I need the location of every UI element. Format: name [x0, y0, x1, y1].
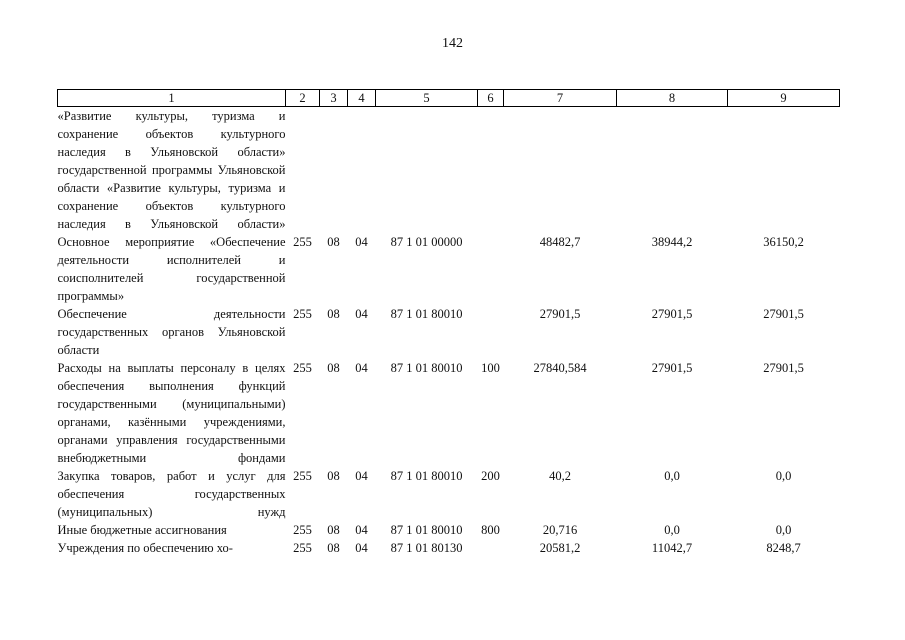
row-description: «Развитие культуры, туризма и сохранение объектов культурного наследия в Ульяновской области» государственной программы Ульяновской области «Развитие культуры, туризма и сохранение объектов культурного наследия в Ульяновской области»	[57, 109, 286, 231]
table-row	[58, 233, 840, 305]
cell-col5	[376, 107, 478, 234]
cell-col6: 100	[481, 361, 500, 375]
cell-col9: 27901,5	[763, 307, 804, 321]
cell-col7: 20,716	[542, 523, 578, 537]
table-header-row	[58, 90, 840, 107]
cell-col9: 36150,2	[763, 235, 804, 249]
cell-col4: 04	[355, 541, 368, 555]
cell-col8	[617, 107, 728, 234]
cell-col3: 08	[327, 235, 340, 249]
cell-col2: 255	[293, 523, 312, 537]
page-number: 142	[442, 36, 463, 51]
cell-col2	[286, 107, 320, 234]
header-cell: 5	[376, 90, 478, 107]
cell-col6: 800	[481, 523, 500, 537]
cell-col7: 40,2	[549, 469, 571, 483]
cell-col8: 38944,2	[651, 235, 693, 249]
cell-col3: 08	[327, 469, 340, 483]
table-row	[58, 521, 840, 539]
budget-table	[57, 89, 840, 557]
cell-col6	[478, 107, 504, 234]
cell-col4: 04	[355, 469, 368, 483]
cell-col7: 27901,5	[539, 307, 581, 321]
header-cell: 7	[504, 90, 617, 107]
table-row	[58, 107, 840, 234]
cell-col2: 255	[293, 361, 312, 375]
cell-col2: 255	[293, 307, 312, 321]
table-row	[58, 359, 840, 467]
header-cell: 6	[478, 90, 504, 107]
row-description: Основное мероприятие «Обеспечение деятельности исполнителей и соисполнителей государственной программы»	[57, 235, 286, 303]
cell-col8: 11042,7	[651, 541, 693, 555]
cell-col6	[478, 233, 504, 305]
cell-col4: 04	[355, 361, 368, 375]
row-description: Закупка товаров, работ и услуг для обеспечения государственных (муниципальных) нужд	[57, 469, 286, 519]
cell-col4: 04	[355, 523, 368, 537]
cell-col6	[478, 539, 504, 557]
row-description: Учреждения по обеспечению хо-	[57, 541, 233, 555]
cell-col2: 255	[293, 541, 312, 555]
header-cell: 9	[728, 90, 840, 107]
cell-col3: 08	[327, 361, 340, 375]
cell-col2: 255	[293, 469, 312, 483]
table-row	[58, 539, 840, 557]
cell-col3	[320, 107, 348, 234]
cell-col6	[478, 305, 504, 359]
header-cell: 3	[320, 90, 348, 107]
cell-col5: 87 1 01 80010	[390, 307, 463, 321]
cell-col5: 87 1 01 80010	[390, 469, 463, 483]
row-description: Иные бюджетные ассигнования	[57, 523, 227, 537]
cell-col3: 08	[327, 541, 340, 555]
cell-col9: 8248,7	[766, 541, 801, 555]
cell-col4	[348, 107, 376, 234]
table-row	[58, 467, 840, 521]
table-row	[58, 305, 840, 359]
cell-col7: 20581,2	[539, 541, 581, 555]
header-cell: 1	[58, 90, 286, 107]
cell-col5: 87 1 01 80010	[390, 523, 463, 537]
cell-col9: 27901,5	[763, 361, 804, 375]
cell-col9	[728, 107, 840, 234]
cell-col7: 48482,7	[539, 235, 581, 249]
cell-col7: 27840,584	[533, 361, 587, 375]
cell-col8: 0,0	[664, 523, 680, 537]
cell-col5: 87 1 01 80130	[390, 541, 463, 555]
header-cell: 4	[348, 90, 376, 107]
cell-col4: 04	[355, 307, 368, 321]
cell-col4: 04	[355, 235, 368, 249]
cell-col5: 87 1 01 00000	[390, 235, 463, 249]
header-cell: 2	[286, 90, 320, 107]
cell-col8: 0,0	[664, 469, 680, 483]
cell-col8: 27901,5	[651, 361, 693, 375]
row-description: Обеспечение деятельности государственных органов Ульяновской области	[57, 307, 286, 357]
cell-col2: 255	[293, 235, 312, 249]
row-description: Расходы на выплаты персоналу в целях обеспечения выполнения функций государственными (муниципальными) органами, казёнными учреждениями, органами управления государственными внебюджетными фондами	[57, 361, 286, 465]
cell-col3: 08	[327, 307, 340, 321]
cell-col6: 200	[481, 469, 500, 483]
header-cell: 8	[617, 90, 728, 107]
cell-col9: 0,0	[775, 523, 792, 537]
cell-col8: 27901,5	[651, 307, 693, 321]
cell-col3: 08	[327, 523, 340, 537]
cell-col5: 87 1 01 80010	[390, 361, 463, 375]
cell-col9: 0,0	[775, 469, 792, 483]
cell-col7	[504, 107, 617, 234]
